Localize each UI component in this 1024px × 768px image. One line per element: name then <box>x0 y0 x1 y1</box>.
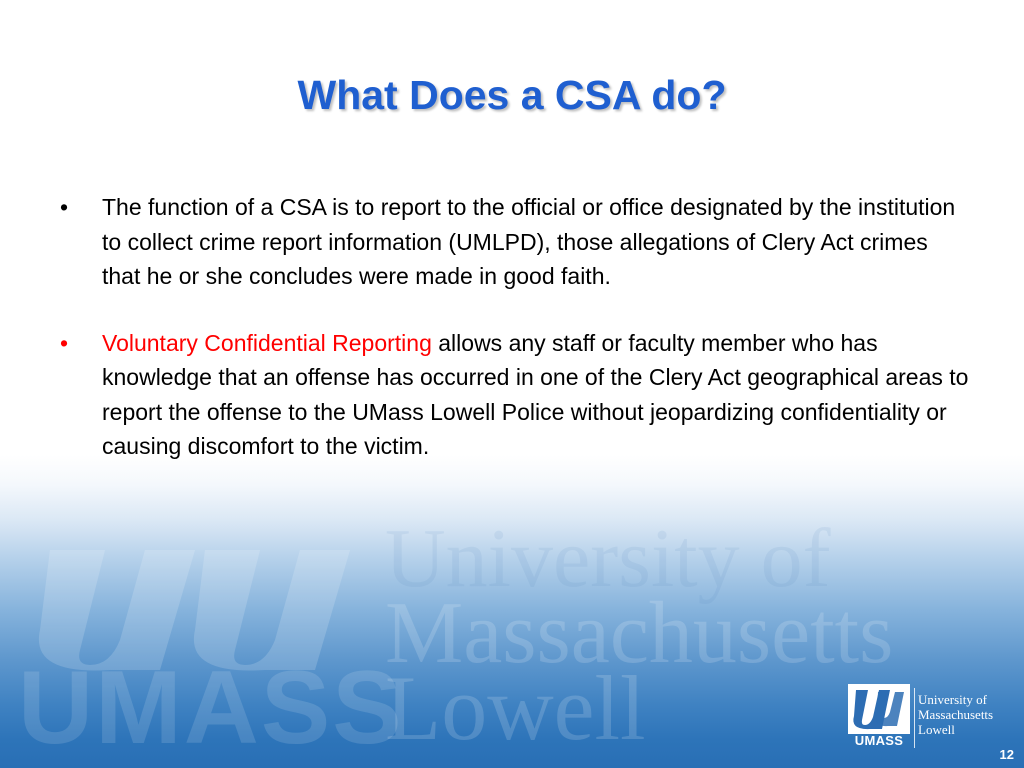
bullet-highlight-text: Voluntary Confidential Reporting <box>102 329 432 356</box>
bullet-list <box>60 190 970 464</box>
watermark-umass-wordmark: UMASS <box>18 650 404 766</box>
bullet-marker: • <box>60 194 69 220</box>
watermark-line-lowell: Lowell <box>385 657 646 759</box>
watermark-line-university: University of <box>385 512 831 605</box>
bullet-marker: • <box>60 329 69 356</box>
bullet-item-csa-function <box>60 190 970 294</box>
logo-umass-wordmark: UMASS <box>854 733 904 748</box>
logo-line-lowell: Lowell <box>918 722 955 737</box>
page-number: 12 <box>999 747 1014 762</box>
um-monogram-icon <box>848 684 910 734</box>
bullet-item-voluntary-reporting <box>60 326 970 464</box>
logo-line-university: University of <box>918 692 987 707</box>
logo-text <box>918 692 993 737</box>
bullet-text: allows any staff or faculty member who has knowledge that an offense has occurred in one of the Clery Act geographical areas to report the offense to the UMass Lowell Police without jeopardizing confidentiality or causing discomfort to the victim. <box>102 329 969 459</box>
slide-title: What Does a CSA do? <box>297 72 727 118</box>
logo-divider <box>914 688 915 748</box>
bullet-text: The function of a CSA is to report to the official or office designated by the institution to collect crime report information (UMLPD), those allegations of Clery Act crimes that he or she concludes were made in good faith. <box>102 194 956 289</box>
logo-line-massachusetts: Massachusetts <box>918 707 994 722</box>
watermark-line-massachusetts: Massachusetts <box>385 585 894 682</box>
watermark-um-logo-icon <box>10 540 370 680</box>
umass-lowell-logo <box>848 684 1020 750</box>
